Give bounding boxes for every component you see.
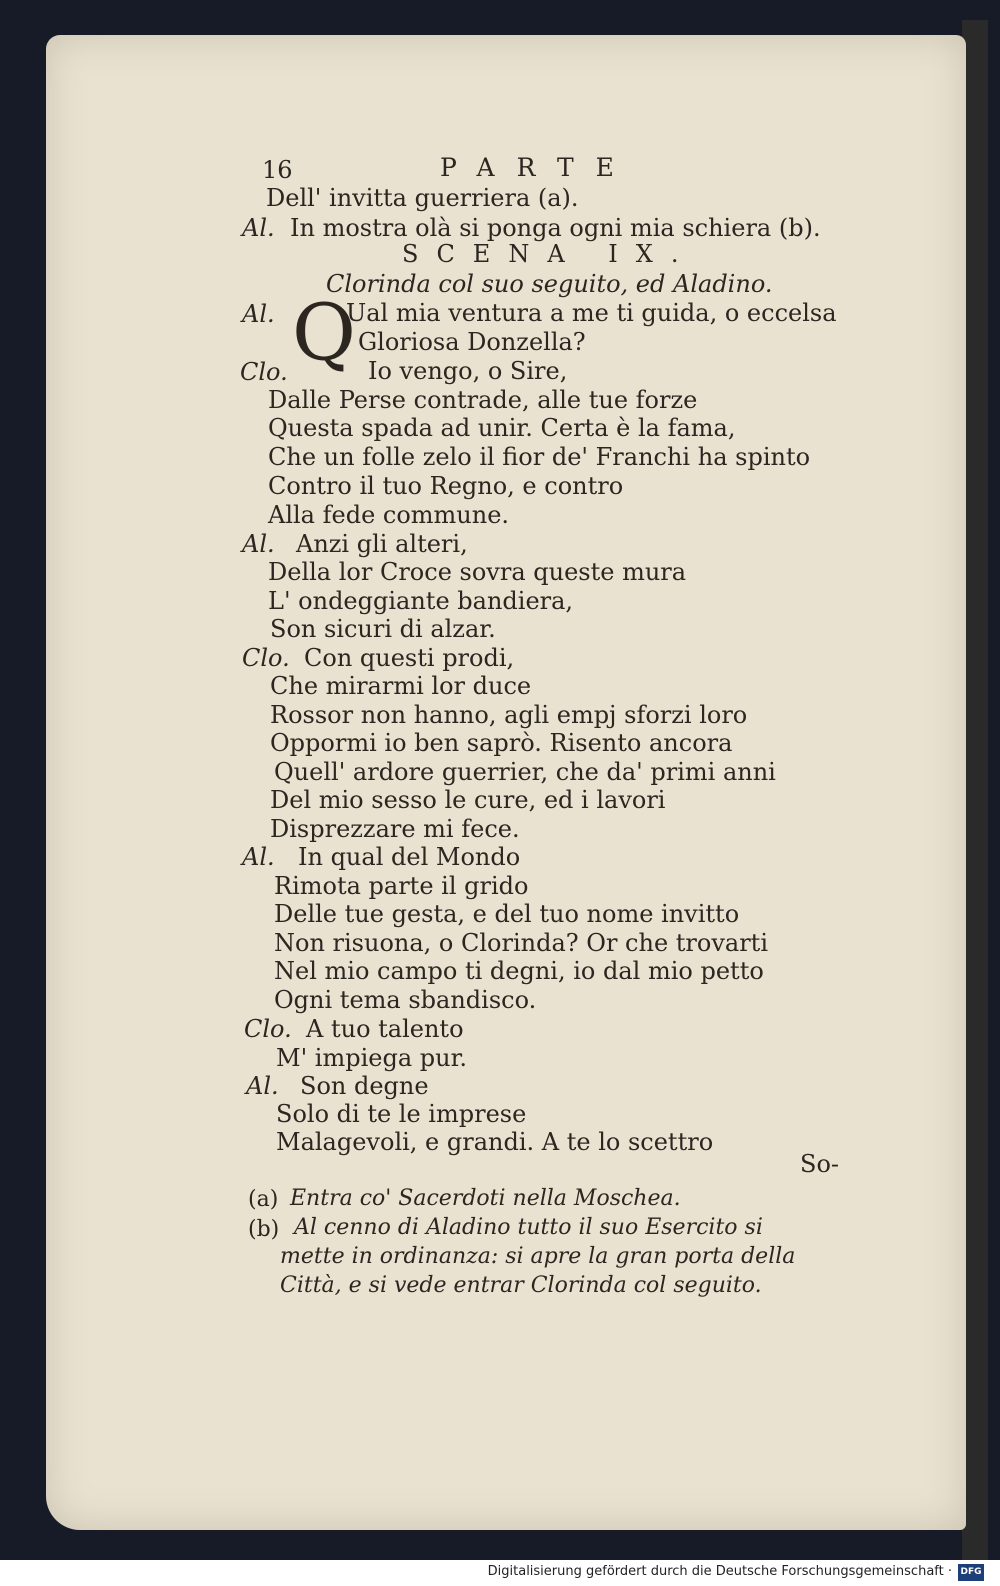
text-line: Del mio sesso le cure, ed i lavori [270,786,666,814]
text-line: Quell' ardore guerrier, che da' primi anni [274,758,776,786]
speaker-label: Al. [242,300,275,328]
text-line: Con questi prodi, [304,644,515,672]
text-line: Non risuona, o Clorinda? Or che trovarti [274,929,769,957]
running-title: PARTE [440,153,636,182]
text-line: A tuo talento [306,1015,464,1043]
drop-cap: Q [292,288,356,378]
speaker-label: Clo. [244,1015,292,1043]
footnote-mark: (b) [248,1217,280,1242]
text-line: Alla fede commune. [268,501,510,529]
footnote-text: Al cenno di Aladino tutto il suo Esercito si [294,1215,763,1240]
speaker-label: Al. [242,214,275,242]
stage-direction: Clorinda col suo seguito, ed Aladino. [326,270,773,298]
text-line: Son sicuri di alzar. [270,615,496,643]
text-line: Che mirarmi lor duce [270,672,532,700]
text-line: Nel mio campo ti degni, io dal mio petto [274,957,764,985]
footnote-mark: (a) [248,1187,279,1212]
speaker-label: Al. [246,1072,279,1100]
scene-heading: SCENA IX. [402,240,697,268]
text-line: Solo di te le imprese [276,1100,527,1128]
footnote-text: mette in ordinanza: si apre la gran porta della [280,1244,796,1269]
speaker-label: Al. [242,530,275,558]
text-line: In qual del Mondo [298,843,521,871]
text-line: Questa spada ad unir. Certa è la fama, [268,414,736,442]
speaker-label: Al. [242,843,275,871]
text-line: Son degne [300,1072,429,1100]
text-line: Anzi gli alteri, [296,530,468,558]
footnote-text: Città, e si vede entrar Clorinda col seguito. [280,1273,762,1298]
catchword: So- [800,1150,839,1178]
text-line: Della lor Croce sovra queste mura [268,558,687,586]
text-line: Gloriosa Donzella? [358,328,586,356]
text-line: Ogni tema sbandisco. [274,986,537,1014]
text-line: Rossor non hanno, agli empj sforzi loro [270,701,748,729]
text-line: Oppormi io ben saprò. Risento ancora [270,729,733,757]
text-line: Dalle Perse contrade, alle tue forze [268,386,698,414]
footnote-text: Entra co' Sacerdoti nella Moschea. [290,1186,681,1211]
page-number: 16 [262,156,293,184]
dfg-credit: Digitalisierung gefördert durch die Deutsche Forschungsgemeinschaft · [487,1564,952,1579]
text-line: L' ondeggiante bandiera, [268,587,574,615]
text-line: Malagevoli, e grandi. A te lo scettro [276,1128,714,1156]
text-line: Delle tue gesta, e del tuo nome invitto [274,900,740,928]
speaker-label: Clo. [240,358,288,386]
text-line: Disprezzare mi fece. [270,815,520,843]
text-line: Dell' invitta guerriera (a). [266,184,579,212]
text-line: Rimota parte il grido [274,872,529,900]
text-line: Contro il tuo Regno, e contro [268,472,624,500]
text-line: Che un folle zelo il fior de' Franchi ha spinto [268,443,811,471]
text-line: In mostra olà si ponga ogni mia schiera (b). [290,214,821,242]
text-line: Ual mia ventura a me ti guida, o eccelsa [346,299,837,327]
text-line: M' impiega pur. [276,1044,468,1072]
speaker-label: Clo. [242,644,290,672]
text-line: Io vengo, o Sire, [368,357,568,385]
dfg-logo: DFG [958,1564,984,1581]
